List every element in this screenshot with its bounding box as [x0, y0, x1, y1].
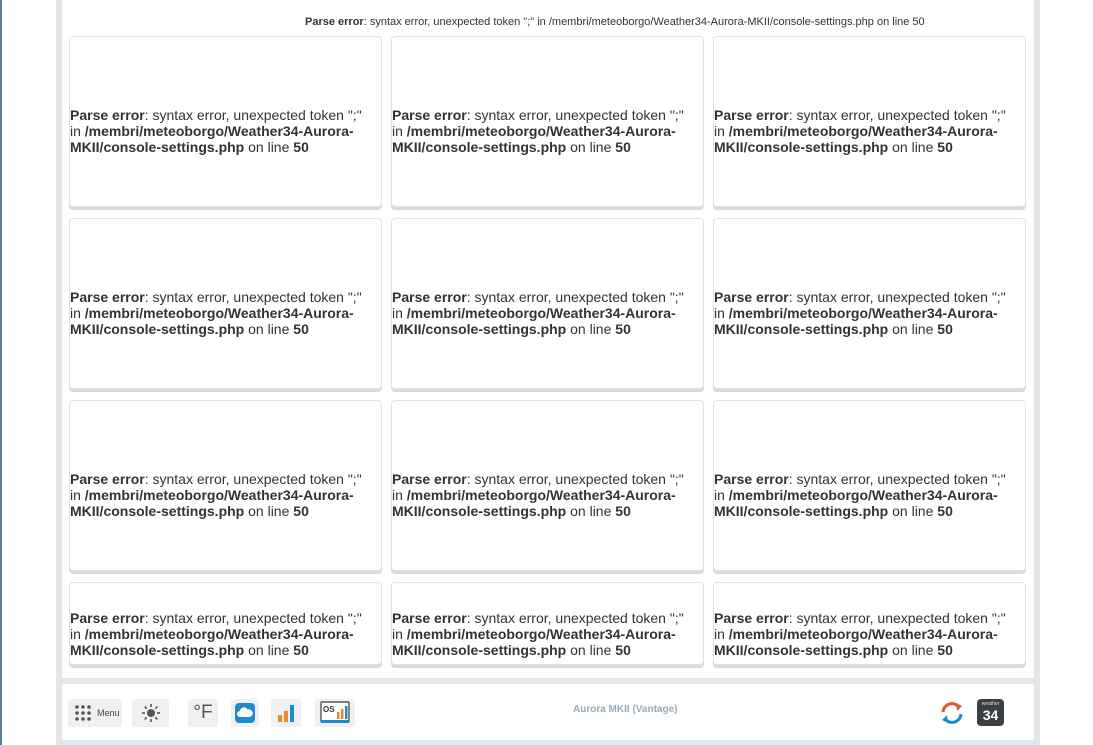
cloud-icon: [234, 702, 256, 724]
module-card: [69, 218, 382, 389]
module-card: [391, 218, 704, 389]
error-text: : syntax error, unexpected token ";" in: [70, 610, 362, 642]
error-line: 50: [615, 642, 631, 658]
module-card: [391, 36, 704, 207]
error-text: : syntax error, unexpected token ";" in: [714, 471, 1006, 503]
error-suffix: on line: [244, 139, 294, 155]
menu-button[interactable]: [68, 699, 122, 727]
module-card: [69, 582, 382, 665]
error-path: /membri/meteoborgo/Weather34-Aurora-MKII/console-settings.php: [714, 123, 998, 155]
error-path: /membri/meteoborgo/Weather34-Aurora-MKII/console-settings.php: [392, 487, 676, 519]
card-error-message: [392, 289, 697, 337]
error-label: Parse error: [392, 471, 467, 487]
error-text: : syntax error, unexpected token ";" in: [392, 471, 684, 503]
top-error-message: [305, 16, 1025, 28]
weather34-logo[interactable]: [977, 699, 1004, 726]
refresh-button[interactable]: [939, 700, 965, 726]
error-line: 50: [615, 139, 631, 155]
error-label: Parse error: [70, 471, 145, 487]
error-path: /membri/meteoborgo/Weather34-Aurora-MKII/console-settings.php: [714, 626, 998, 658]
error-text: : syntax error, unexpected token ";" in: [714, 610, 1006, 642]
units-toggle-button[interactable]: [188, 699, 218, 727]
error-path: /membri/meteoborgo/Weather34-Aurora-MKII/console-settings.php: [70, 123, 354, 155]
forecast-button[interactable]: [231, 699, 259, 727]
error-path: /membri/meteoborgo/Weather34-Aurora-MKII/console-settings.php: [714, 305, 998, 337]
error-label: Parse error: [392, 610, 467, 626]
error-suffix: on line: [888, 642, 938, 658]
card-error-message: [392, 610, 697, 658]
error-line: 50: [937, 642, 953, 658]
error-label: Parse error: [714, 610, 789, 626]
error-text: : syntax error, unexpected token ";" in: [392, 289, 684, 321]
error-text: : syntax error, unexpected token ";" in: [714, 289, 1006, 321]
module-card: [713, 582, 1026, 665]
error-label: Parse error: [70, 107, 145, 123]
station-title: Aurora MKII (Vantage): [573, 704, 678, 715]
logo-number: 34: [982, 707, 999, 723]
charts-button[interactable]: [271, 699, 301, 727]
logo-top-text: weather: [981, 701, 1000, 707]
error-suffix: on line: [566, 503, 616, 519]
grid-icon: [74, 704, 92, 722]
os-info-button[interactable]: [315, 699, 355, 727]
sun-icon: [141, 703, 161, 723]
error-line: 50: [293, 139, 309, 155]
top-error-text: : syntax error, unexpected token ";" in /membri/meteoborgo/Weather34-Aurora-MKII/console-settings.php on line 50: [363, 16, 925, 28]
card-error-message: [392, 471, 697, 519]
os-label: OS: [323, 705, 335, 714]
error-line: 50: [937, 321, 953, 337]
card-error-message: [714, 107, 1019, 155]
card-error-message: [392, 107, 697, 155]
error-suffix: on line: [566, 642, 616, 658]
module-card: [69, 36, 382, 207]
module-card: [69, 400, 382, 571]
error-path: /membri/meteoborgo/Weather34-Aurora-MKII/console-settings.php: [70, 487, 354, 519]
card-error-message: [714, 289, 1019, 337]
error-text: : syntax error, unexpected token ";" in: [70, 107, 362, 139]
error-label: Parse error: [714, 471, 789, 487]
card-error-message: [70, 107, 375, 155]
theme-toggle-button[interactable]: [132, 699, 169, 727]
error-path: /membri/meteoborgo/Weather34-Aurora-MKII/console-settings.php: [70, 305, 354, 337]
error-text: : syntax error, unexpected token ";" in: [392, 610, 684, 642]
error-line: 50: [293, 321, 309, 337]
module-card: [713, 36, 1026, 207]
card-error-message: [714, 610, 1019, 658]
error-line: 50: [937, 503, 953, 519]
error-suffix: on line: [244, 642, 294, 658]
module-card: [713, 400, 1026, 571]
error-line: 50: [937, 139, 953, 155]
card-error-message: [70, 289, 375, 337]
card-error-message: [714, 471, 1019, 519]
card-error-message: [70, 471, 375, 519]
error-line: 50: [615, 503, 631, 519]
error-path: /membri/meteoborgo/Weather34-Aurora-MKII/console-settings.php: [392, 305, 676, 337]
error-text: : syntax error, unexpected token ";" in: [70, 289, 362, 321]
unit-label: °F: [193, 702, 213, 723]
menu-label: Menu: [97, 708, 120, 718]
bar-chart-icon: [275, 702, 297, 724]
error-label: Parse error: [714, 289, 789, 305]
error-text: : syntax error, unexpected token ";" in: [714, 107, 1006, 139]
left-edge-line: [0, 0, 2, 745]
error-path: /membri/meteoborgo/Weather34-Aurora-MKII/console-settings.php: [70, 626, 354, 658]
refresh-icon: [939, 700, 965, 726]
error-suffix: on line: [888, 139, 938, 155]
error-path: /membri/meteoborgo/Weather34-Aurora-MKII/console-settings.php: [392, 626, 676, 658]
error-label: Parse error: [392, 107, 467, 123]
error-path: /membri/meteoborgo/Weather34-Aurora-MKII/console-settings.php: [392, 123, 676, 155]
error-suffix: on line: [566, 139, 616, 155]
error-label: Parse error: [70, 289, 145, 305]
module-card: [391, 582, 704, 665]
error-line: 50: [293, 503, 309, 519]
error-label: Parse error: [392, 289, 467, 305]
footer-bar: [62, 684, 1034, 740]
error-label: Parse error: [714, 107, 789, 123]
error-path: /membri/meteoborgo/Weather34-Aurora-MKII/console-settings.php: [714, 487, 998, 519]
error-text: : syntax error, unexpected token ";" in: [70, 471, 362, 503]
error-text: : syntax error, unexpected token ";" in: [392, 107, 684, 139]
top-error-label: Parse error: [305, 16, 364, 28]
error-label: Parse error: [70, 610, 145, 626]
module-card: [713, 218, 1026, 389]
error-line: 50: [293, 642, 309, 658]
error-suffix: on line: [566, 321, 616, 337]
error-suffix: on line: [888, 503, 938, 519]
error-suffix: on line: [244, 321, 294, 337]
module-card: [391, 400, 704, 571]
error-suffix: on line: [888, 321, 938, 337]
error-line: 50: [615, 321, 631, 337]
error-suffix: on line: [244, 503, 294, 519]
card-error-message: [70, 610, 375, 658]
